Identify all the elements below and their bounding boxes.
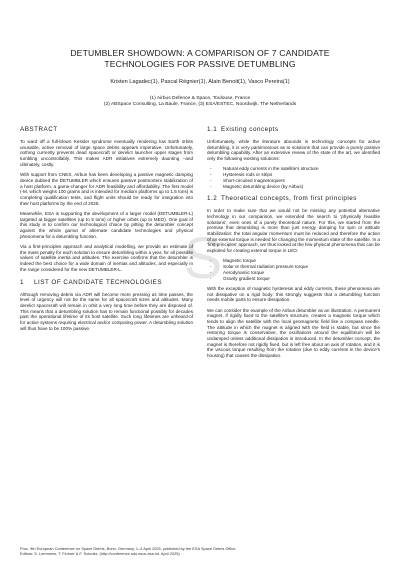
list-item: - Short-circuited magnetorquers: [207, 178, 380, 184]
footer-line-1: Proc. 9th European Conference on Space Debris, Bonn, Germany, 1–4 April 2025, published by the ESA Space Debris Office: [20, 546, 236, 551]
paper-title: [30, 48, 370, 70]
abstract-paragraph-4: Via a first-principles approach and analytical modelling, we provide an estimate of the mass penalty for each solution to ensure detumbling within a year, for all possible values of satellite inertia and altitudes. The exercise confirms that the detumbler is indeed the best choice for a wide domain of inertias and altitudes, and especially in the range considered for the new DETUMBLER-L.: [20, 244, 193, 272]
list-item: - Hysteresis rods or strips: [207, 172, 380, 178]
list-item: - Natural eddy currents in the satellite's structure: [207, 166, 380, 172]
right-column: [207, 126, 380, 363]
list-item: - Aerodynamic torque: [207, 270, 380, 276]
section-1-1-number: 1.1: [207, 126, 218, 133]
section-1-2-title: Theoretical concepts, from first principles: [221, 195, 357, 203]
section-1-number: 1: [20, 278, 25, 286]
section-1-paragraph-1: Although removing debris via ADR will become more pressing as time passes, the level of urgency will not be the same for all spacecraft sizes and altitudes. Many derelict spacecraft will remain in orbit a very long time before they are disposed of. This means that a detumbling solution has to remain functional possibly for decades past the operational lifetime of its host satellite. Such long lifetimes are unheard-of for active systems requiring electrical and/or computing power. A detumbling solution will thus have to be 100% passive.: [20, 291, 193, 331]
affiliation-2: (2) ABSpace Consulting, La Baule, France, (3) ESA/ESTEC, Noordwijk, The Netherlands: [103, 102, 297, 107]
section-1-2-paragraph-3: We can consider the example of the Airbus detumbler as an illustration. A permanent magnet, if rigidly fixed to the satellite's structure, creates a magnetic torque which tends to align the satellite with the local geomagnetic field like a compass needle. The attitude in which the magnet is aligned with the field is stable, but since the restoring torque is conservative, the oscillations around the equilibrium will be undamped unless additional dissipation is introduced. In the detumbler concept, the magnet is therefore not rigidly fixed, but is left free about an axis of rotation, and it is the viscous torque resulting from the rotation (due to eddy currents in the device's housing) that causes the dissipation.: [207, 307, 380, 359]
section-1-1-paragraph-1: Unfortunately, while the literature abounds in technology concepts for active detumbling, it is very parsimonious as to solutions that can provide a purely passive detumbling capability. After an extensive review of the state of the art, we identified only the following existing solutions:: [207, 139, 380, 162]
list-item: - Gravity gradient torque: [207, 276, 380, 282]
title-line-2: TECHNOLOGIES FOR PASSIVE DETUMBLING: [104, 59, 296, 69]
section-1-title: LIST OF CANDIDATE TECHNOLOGIES: [34, 278, 163, 286]
section-1-2-paragraph-2: With the exception of magnetic hysteresis and eddy currents, these phenomena are not dissipative on a rigid body: this strongly suggests that a detumbling function needs mobile parts to ensure dissipation.: [207, 285, 380, 303]
section-1-1-title: Existing concepts: [221, 126, 279, 133]
footer-line-2: Editors: S. Lemmens, T. Flohrer & F. Schmitz, (http://conference.sdo.esoc.esa.int, April 2025): [20, 551, 180, 556]
list-item: - Solar or thermal radiation pressure torque: [207, 264, 380, 270]
section-1-heading: [20, 279, 193, 287]
section-1-2-heading: [207, 195, 380, 203]
page-footer: [20, 546, 380, 556]
affiliation-1: (1) Airbus Defence & Space, Toulouse, France: [149, 96, 251, 101]
existing-solutions-list: [207, 166, 380, 189]
watermark-logo: S: [183, 226, 223, 291]
section-1-2-paragraph-1: In order to make sure that we would not be missing any potential alternative technology in our comparison, we extended the search to 'physically feasible solutions', even ones of a purely theoretical nature. For this, we started from the premise that detumbling is more than just energy damping for spin or attitude stabilization: the total angular momentum must be reduced and therefore the action of an external torque is needed for changing the momentum state of the satellite. In a 'first-principles' approach, we thus looked at the few physical phenomena that can be exploited for creating external torque in LEO:: [207, 208, 380, 254]
title-line-1: DETUMBLER SHOWDOWN: A COMPARISON OF 7 CANDIDATE: [70, 48, 330, 58]
abstract-paragraph-1: To ward off a full-blown Kessler syndrome eventually rendering low Earth orbits unusable, active removal of large space debris appears imperative. Unfortunately, nothing currently prevents dead spacecraft or derelict launcher upper stages from tumbling uncontrollably. This makes ADR initiatives extremely daunting –and ultimately, costly.: [20, 139, 193, 167]
abstract-paragraph-2: With support from CNES, Airbus has been developing a passive magnetic damping device dubbed the DETUMBLER which ensures passive postmortem stabilization of a host platform, a game-changer for ADR feasibility and affordability. The first model (-M, which weighs 100 grams and is intended for medium platforms up to 1.5 tons) is completing qualification tests, and flight units should be ready for integration into their host platforms by the end of 2025.: [20, 172, 193, 206]
physical-phenomena-list: [207, 258, 380, 281]
left-column: [20, 126, 193, 336]
section-1-2-number: 1.2: [207, 195, 218, 203]
list-item: - Magnetic detumbling device (by Airbus): [207, 184, 380, 190]
author-list: Kristen Lagadec(1), Pascal Régnier(1), Alain Benoit(1), Vasco Pereira(1): [110, 79, 290, 85]
section-1-1-heading: [207, 126, 380, 134]
list-item: - Magnetic torque: [207, 258, 380, 264]
abstract-heading: ABSTRACT: [20, 126, 58, 133]
abstract-paragraph-3: Meanwhile, ESA is supporting the development of a larger model (DETUMBLER-L) targeted at bigger satellites (up to 5 tons) or higher orbits (up to MEO). One goal of this study is to confirm our technological choice by pitting the detumbler concept against the whole gamut of alternate candidate technologies and physical phenomena for a detumbling function.: [20, 210, 193, 239]
